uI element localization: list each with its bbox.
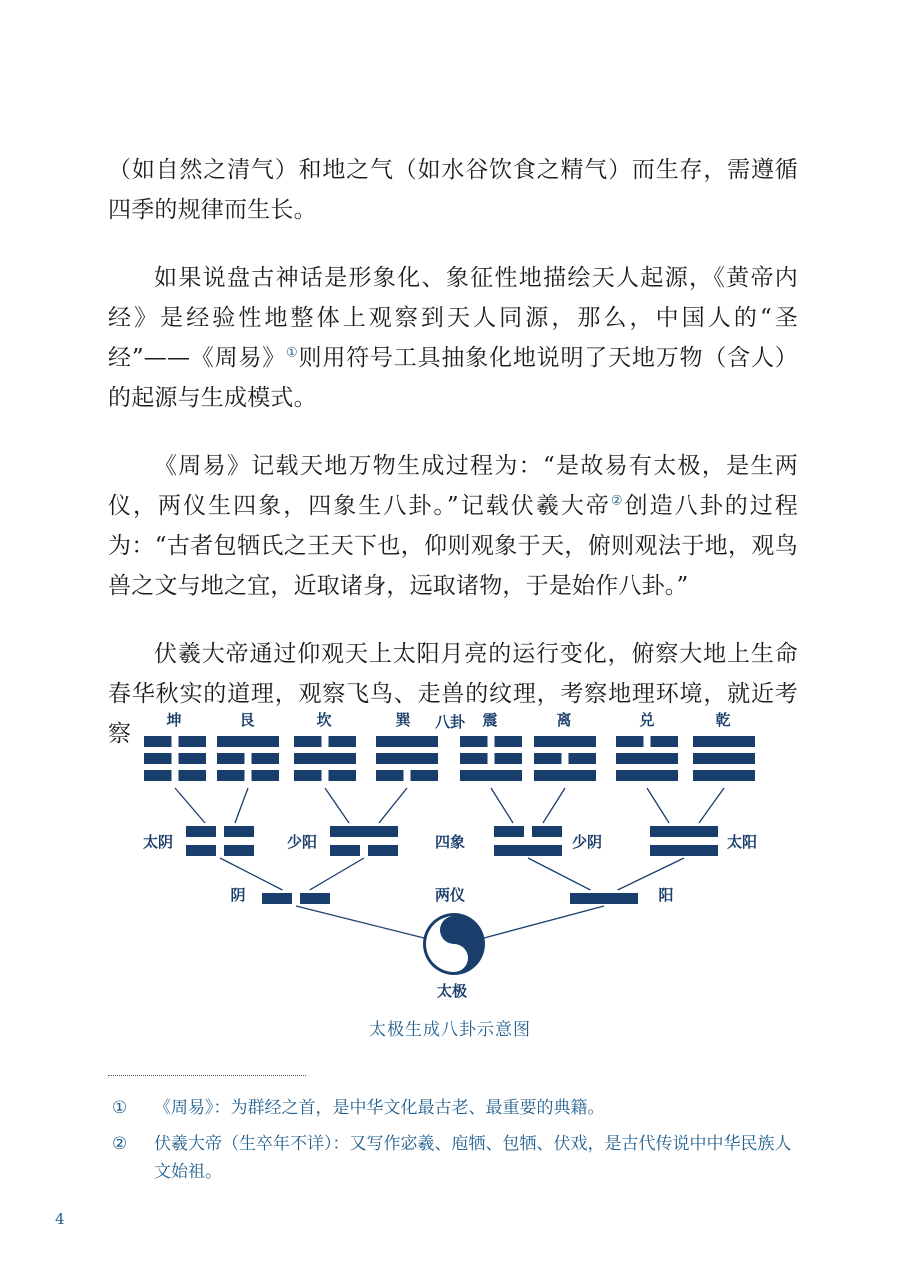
connector-line xyxy=(543,788,565,823)
bagua-diagram xyxy=(130,700,780,1010)
connector-line xyxy=(175,788,205,823)
sixiang-name-shaoyang: 少阳 xyxy=(286,833,318,851)
footnote-ref-2[interactable]: ② xyxy=(610,493,625,509)
sixiang-shaoyang-yin-line-2 xyxy=(368,845,398,856)
trigram-dui-yang-line xyxy=(616,753,678,764)
trigram-name-dui: 兑 xyxy=(639,711,655,729)
trigram-dui-yang-line xyxy=(616,770,678,781)
sixiang-shaoyang-yin-line-1 xyxy=(330,845,360,856)
trigram-name-qian: 乾 xyxy=(715,711,731,729)
trigram-kun-yin-line-2 xyxy=(179,736,207,747)
trigram-li-yang-line xyxy=(534,736,596,747)
trigram-gen-yin-line-2 xyxy=(252,753,280,764)
connector-line xyxy=(235,788,248,823)
footnote-1 xyxy=(112,1094,802,1122)
trigram-kun-yin-line-2 xyxy=(179,753,207,764)
trigram-xun-yin-line-2 xyxy=(411,770,439,781)
trigram-kan-yin-line-1 xyxy=(294,770,322,781)
footnote-mark: ② xyxy=(112,1134,128,1154)
liangyi-name-yin: 阴 xyxy=(230,886,246,904)
trigram-name-kan: 坎 xyxy=(316,711,332,729)
label-liangyi: 两仪 xyxy=(434,886,466,904)
sixiang-taiyang-yang-line xyxy=(650,845,718,856)
label-bagua: 八卦 xyxy=(434,713,466,731)
sixiang-shaoyin-yang-line xyxy=(494,845,562,856)
trigram-kun-yin-line-1 xyxy=(144,736,172,747)
trigram-zhen-yin-line-1 xyxy=(460,736,488,747)
paragraph-4: 伏羲大帝通过仰观天上太阳月亮的运行变化，俯察大地上生命春华秋实的道理，观察飞鸟、走兽的纹理，考察地理环境，就近考察 xyxy=(108,641,798,747)
trigram-gen-yin-line-1 xyxy=(217,770,245,781)
footnote-text: 《周易》：为群经之首，是中华文化最古老、最重要的典籍。 xyxy=(154,1098,605,1118)
trigram-gen-yin-line-1 xyxy=(217,753,245,764)
trigram-gen-yin-line-2 xyxy=(252,770,280,781)
footnote-text: 伏羲大帝（生卒年不详）：又写作宓羲、庖牺、包牺、伏戏，是古代传说中中华民族人文始祖。 xyxy=(154,1134,792,1182)
trigram-zhen-yin-line-2 xyxy=(495,753,523,764)
sixiang-shaoyin-yin-line-1 xyxy=(494,826,524,837)
sixiang-name-taiyin: 太阴 xyxy=(142,833,174,851)
trigram-kun-yin-line-1 xyxy=(144,770,172,781)
trigram-name-gen: 艮 xyxy=(239,711,255,729)
liangyi-yin-yin-line-1 xyxy=(262,893,292,904)
trigram-kan-yin-line-2 xyxy=(329,736,357,747)
trigram-li-yin-line-1 xyxy=(534,753,562,764)
trigram-li-yang-line xyxy=(534,770,596,781)
sixiang-name-shaoyin: 少阴 xyxy=(571,833,603,851)
footnote-mark: ① xyxy=(112,1098,128,1118)
trigram-kun-yin-line-2 xyxy=(179,770,207,781)
paragraph-3: 《周易》记载天地万物生成过程为：“是故易有太极，是生两仪，两仪生四象，四象生八卦。”记载伏羲大帝②创造八卦的过程为：“古者包牺氏之王天下也，仰则观象于天，俯则观法于地，观鸟兽之文与地之宜，近取诸身，远取诸物，于是始作八卦。” xyxy=(108,453,798,599)
sixiang-taiyin-yin-line-1 xyxy=(186,826,216,837)
trigram-gen-yang-line xyxy=(217,736,279,747)
page-number: 4 xyxy=(55,1210,65,1228)
trigram-qian-yang-line xyxy=(693,736,755,747)
trigram-name-li: 离 xyxy=(556,711,572,729)
sixiang-shaoyin-yin-line-2 xyxy=(532,826,562,837)
sixiang-taiyang-yang-line xyxy=(650,826,718,837)
sixiang-taiyin-yin-line-2 xyxy=(224,845,254,856)
trigram-kan-yin-line-2 xyxy=(329,770,357,781)
trigram-name-zhen: 震 xyxy=(482,711,498,729)
trigram-name-xun: 巽 xyxy=(395,711,411,729)
paragraph-1: （如自然之清气）和地之气（如水谷饮食之精气）而生存，需遵循四季的规律而生长。 xyxy=(108,157,798,223)
trigram-name-kun: 坤 xyxy=(166,711,182,729)
trigram-kun-yin-line-1 xyxy=(144,753,172,764)
connector-line xyxy=(647,788,669,823)
sixiang-taiyin-yin-line-2 xyxy=(224,826,254,837)
liangyi-name-yang: 阳 xyxy=(658,886,674,904)
trigram-xun-yang-line xyxy=(376,736,438,747)
trigram-dui-yin-line-1 xyxy=(616,736,644,747)
liangyi-yang-yang-line xyxy=(570,893,638,904)
trigram-zhen-yin-line-1 xyxy=(460,753,488,764)
liangyi-yin-yin-line-2 xyxy=(300,893,330,904)
sixiang-taiyin-yin-line-1 xyxy=(186,845,216,856)
connector-line xyxy=(528,858,590,890)
footnote-divider xyxy=(108,1075,306,1076)
body-text xyxy=(108,150,798,782)
sixiang-shaoyang-yang-line xyxy=(330,826,398,837)
connector-line xyxy=(699,788,724,823)
footnotes xyxy=(112,1094,802,1194)
trigram-xun-yin-line-1 xyxy=(376,770,404,781)
paragraph-2: 如果说盘古神话是形象化、象征性地描绘天人起源，《黄帝内经》是经验性地整体上观察到天人同源，那么，中国人的“圣经”——《周易》①则用符号工具抽象化地说明了天地万物（含人）的起源与生成模式。 xyxy=(108,265,798,411)
footnote-ref-1[interactable]: ① xyxy=(286,345,299,361)
connector-line xyxy=(325,788,349,823)
sixiang-name-taiyang: 太阳 xyxy=(726,833,758,851)
trigram-kan-yin-line-1 xyxy=(294,736,322,747)
trigram-xun-yang-line xyxy=(376,753,438,764)
trigram-dui-yin-line-2 xyxy=(651,736,679,747)
taiji-symbol xyxy=(423,913,485,975)
figure-caption: 太极生成八卦示意图 xyxy=(369,1020,531,1040)
connector-line xyxy=(220,858,282,890)
trigram-qian-yang-line xyxy=(693,770,755,781)
connector-line xyxy=(379,788,407,823)
connector-line xyxy=(484,906,604,938)
footnote-2 xyxy=(112,1130,802,1186)
label-sixiang: 四象 xyxy=(434,833,466,851)
trigram-zhen-yin-line-2 xyxy=(495,736,523,747)
trigram-zhen-yang-line xyxy=(460,770,522,781)
connector-line xyxy=(296,906,424,938)
label-taiji: 太极 xyxy=(436,982,468,1000)
connector-line xyxy=(310,858,364,890)
trigram-qian-yang-line xyxy=(693,753,755,764)
connector-line xyxy=(618,858,684,890)
trigram-kan-yang-line xyxy=(294,753,356,764)
connector-line xyxy=(491,788,513,823)
trigram-li-yin-line-2 xyxy=(569,753,597,764)
